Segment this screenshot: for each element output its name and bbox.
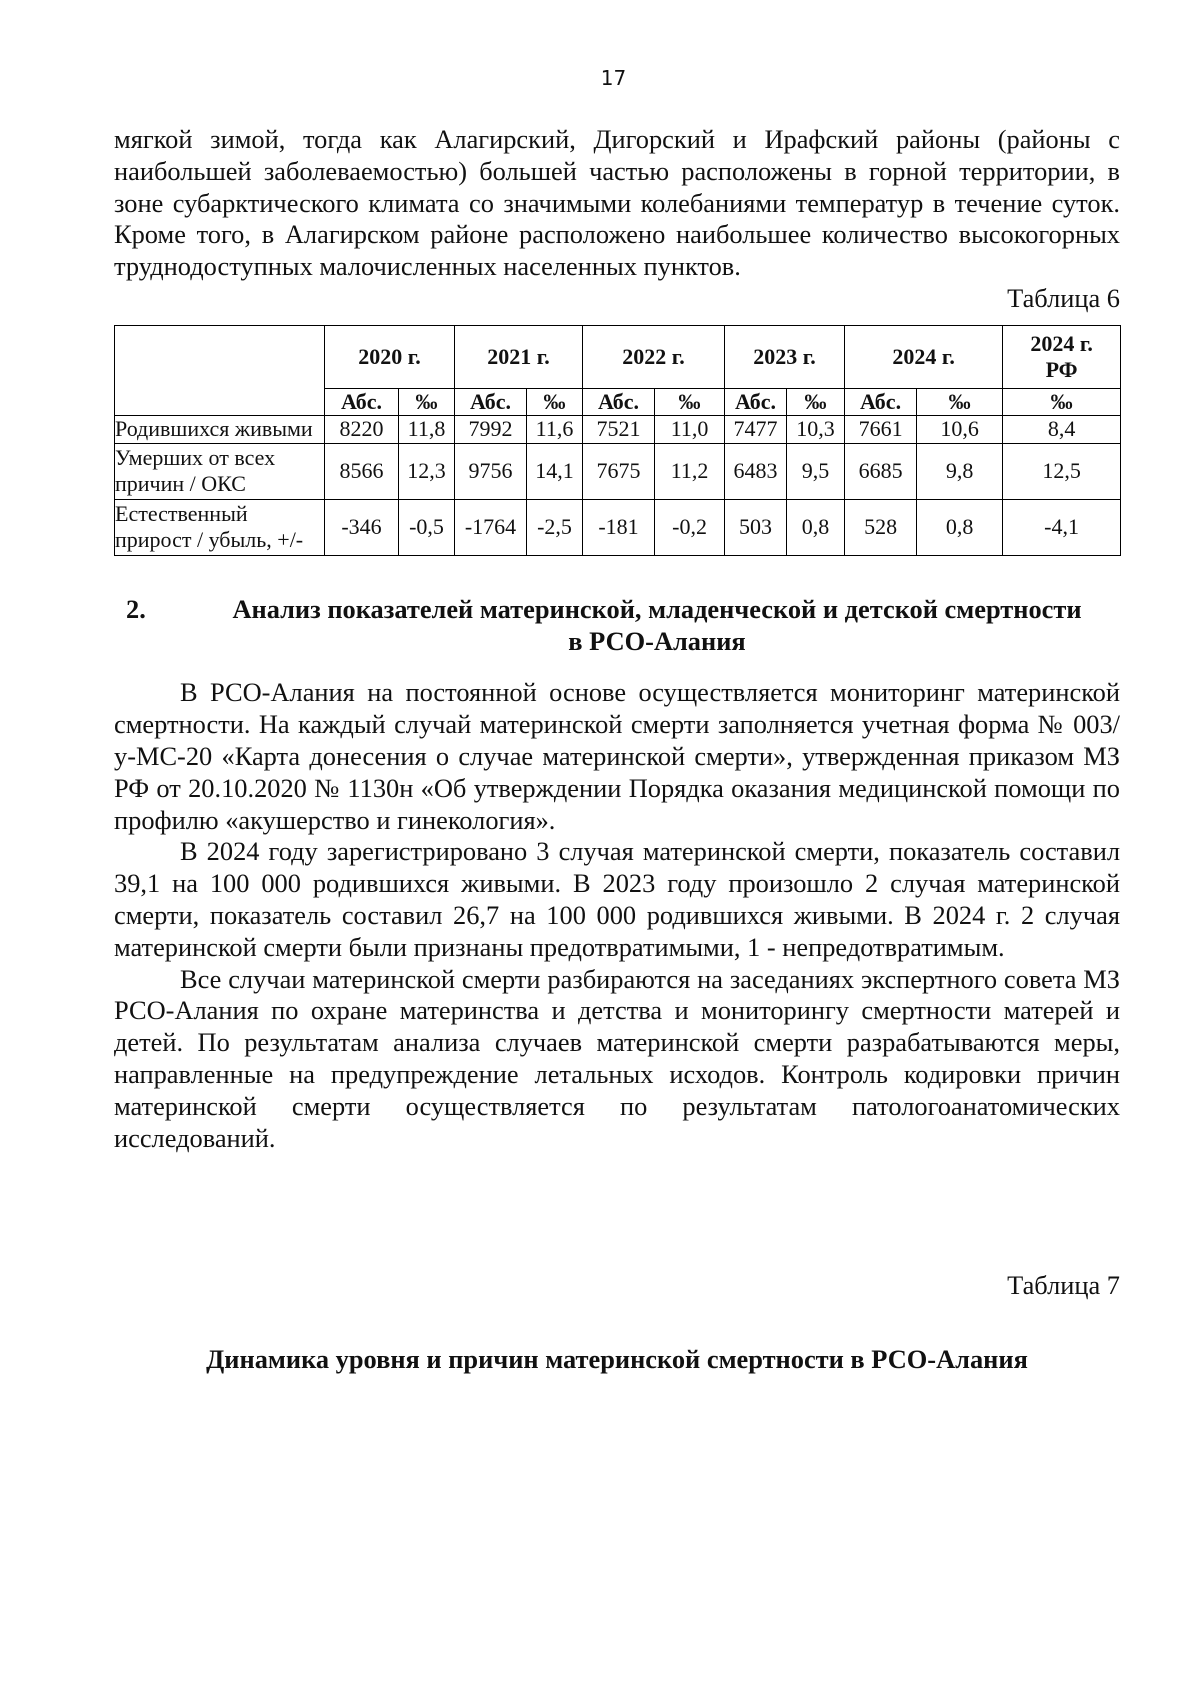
permille-header: ‰ — [787, 388, 845, 415]
table6-corner-cell — [115, 325, 325, 415]
rf-header-label: РФ — [1045, 356, 1078, 382]
abs-header: Абс. — [325, 388, 399, 415]
table-cell: 9,8 — [917, 443, 1003, 499]
section-paragraph: Все случаи материнской смерти разбираются на заседаниях экспертного совета МЗ РСО-Алания по охране материнства и детства и мониторингу смертности матерей и детей. По результатам анализа случаев материнской смерти разрабатываются меры, направленные на предупреждение летальных исходов. Контроль кодировки причин материнской смерти осуществляется по результатам патологоанатомических исследований. — [114, 963, 1120, 1153]
section-paragraph: В РСО-Алания на постоянной основе осуществляется мониторинг материнской смертности. На каждый случай материнской смерти заполняется учетная форма № 003/у-МС-20 «Карта донесения о случае материнской смерти», утвержденная приказом МЗ РФ от 20.10.2020 № 1130н «Об утверждении Порядка оказания медицинской помощи по профилю «акушерство и гинекология». — [114, 677, 1120, 835]
table-cell: 7992 — [455, 415, 527, 443]
table7-label: Таблица 7 — [1007, 1270, 1120, 1301]
table-row — [115, 499, 1121, 555]
table-row — [115, 415, 1121, 443]
table-cell: 8566 — [325, 443, 399, 499]
abs-header: Абс. — [583, 388, 655, 415]
table-cell: 10,3 — [787, 415, 845, 443]
table-cell: -1764 — [455, 499, 527, 555]
table-cell: -346 — [325, 499, 399, 555]
table-cell: 14,1 — [527, 443, 583, 499]
table-cell: -181 — [583, 499, 655, 555]
table-cell: 11,6 — [527, 415, 583, 443]
table-cell: 503 — [725, 499, 787, 555]
table-cell: -4,1 — [1003, 499, 1121, 555]
page-number: 17 — [600, 66, 627, 90]
row-label-line: Умерших от всех — [115, 445, 276, 471]
section-title-line: в РСО-Алания — [568, 625, 746, 656]
table-cell: -0,2 — [655, 499, 725, 555]
abs-header: Абс. — [845, 388, 917, 415]
table6-label: Таблица 6 — [1007, 282, 1120, 313]
table-cell: 12,3 — [399, 443, 455, 499]
section-number: 2. — [126, 593, 146, 624]
table6 — [114, 325, 1121, 556]
table-cell: 10,6 — [917, 415, 1003, 443]
table-cell: 0,8 — [787, 499, 845, 555]
permille-header: ‰ — [399, 388, 455, 415]
table-cell: 0,8 — [917, 499, 1003, 555]
abs-header: Абс. — [455, 388, 527, 415]
row-label: Родившихся живыми — [115, 415, 325, 443]
row-label-line: Естественный — [115, 501, 248, 527]
table-cell: 12,5 — [1003, 443, 1121, 499]
table-cell: 7661 — [845, 415, 917, 443]
table-cell: -0,5 — [399, 499, 455, 555]
table-cell: -2,5 — [527, 499, 583, 555]
section-paragraph: В 2024 году зарегистрировано 3 случая материнской смерти, показатель составил 39,1 на 100 000 родившихся живыми. В 2023 году произошло 2 случая материнской смерти, показатель составил 26,7 на 100 000 родившихся живыми. В 2024 г. 2 случая материнской смерти были признаны предотвратимыми, 1 - непредотвратимым. — [114, 836, 1120, 962]
table-cell: 528 — [845, 499, 917, 555]
table-cell: 6483 — [725, 443, 787, 499]
rf-header-year: 2024 г. — [1030, 330, 1093, 356]
section-title-line: Анализ показателей материнской, младенческой и детской смертности — [232, 593, 1082, 624]
table6-header-years — [115, 325, 1121, 388]
permille-header: ‰ — [527, 388, 583, 415]
table-cell: 8,4 — [1003, 415, 1121, 443]
permille-header: ‰ — [655, 388, 725, 415]
row-label — [115, 499, 325, 555]
permille-header: ‰ — [917, 388, 1003, 415]
intro-paragraph: мягкой зимой, тогда как Алагирский, Дигорский и Ирафский районы (районы с наибольшей заболеваемостью) большей частью расположены в горной территории, в зоне субарктического климата со значимыми колебаниями температур в течение суток. Кроме того, в Алагирском районе расположено наибольшее количество высокогорных труднодоступных малочисленных населенных пунктов. — [114, 124, 1120, 282]
row-label-line: прирост / убыль, +/- — [115, 527, 304, 553]
table6-year-header: 2024 г. — [845, 325, 1003, 388]
table-cell: 7521 — [583, 415, 655, 443]
table-cell: 6685 — [845, 443, 917, 499]
table7-title: Динамика уровня и причин материнской смертности в РСО-Алания — [206, 1344, 1028, 1375]
table6-year-header: 2022 г. — [583, 325, 725, 388]
table-cell: 11,2 — [655, 443, 725, 499]
row-label-line: причин / ОКС — [115, 471, 246, 497]
section-heading — [114, 594, 1120, 658]
table6-year-header: 2023 г. — [725, 325, 845, 388]
table-cell: 11,8 — [399, 415, 455, 443]
table-cell: 9756 — [455, 443, 527, 499]
row-label — [115, 443, 325, 499]
table-cell: 11,0 — [655, 415, 725, 443]
table6-year-header: 2021 г. — [455, 325, 583, 388]
table-cell: 7477 — [725, 415, 787, 443]
table-cell: 7675 — [583, 443, 655, 499]
permille-header: ‰ — [1003, 388, 1121, 415]
document-body — [114, 124, 1120, 1376]
table6-rf-header — [1003, 325, 1121, 388]
table6-year-header: 2020 г. — [325, 325, 455, 388]
table-cell: 9,5 — [787, 443, 845, 499]
table-row — [115, 443, 1121, 499]
abs-header: Абс. — [725, 388, 787, 415]
table-cell: 8220 — [325, 415, 399, 443]
